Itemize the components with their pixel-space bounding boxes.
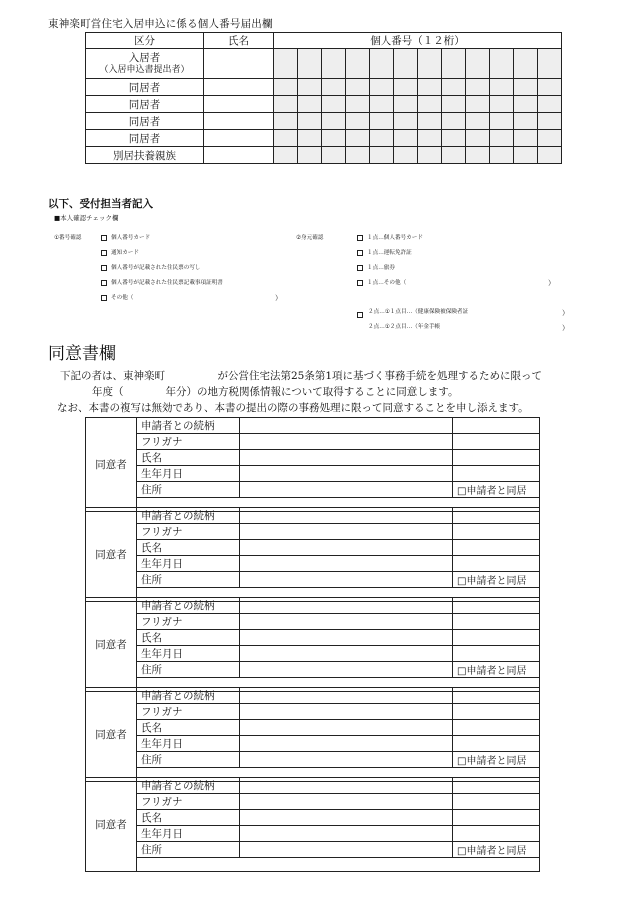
consent-row: [86, 418, 540, 434]
consent-field-label: 氏名: [137, 630, 240, 646]
checklist-item-label: 個人番号が記載された住民票の写し: [111, 265, 201, 271]
consent-field-label: 氏名: [137, 450, 240, 466]
number-digit-cell[interactable]: [322, 79, 346, 96]
mynumber-table: [85, 32, 562, 164]
consent-row: [86, 630, 540, 646]
checkbox-icon[interactable]: [101, 265, 107, 271]
consent-block: [85, 687, 540, 782]
consent-field-input[interactable]: [240, 572, 453, 588]
consent-row: [86, 556, 540, 572]
consent-extra-cell: [453, 614, 540, 630]
consent-row: [86, 794, 540, 810]
number-digit-cell[interactable]: [298, 147, 322, 164]
checklist-item-label: １点…個人番号カード: [367, 235, 423, 241]
consent-field-input[interactable]: [240, 556, 453, 572]
number-digit-cell[interactable]: [370, 79, 394, 96]
consent-row: [86, 662, 540, 678]
checklist-item-label: １点…運転免許証: [367, 250, 412, 256]
consent-field-input[interactable]: [240, 810, 453, 826]
mynumber-row: [86, 130, 562, 147]
checkbox-icon[interactable]: [357, 250, 363, 256]
number-digit-cell[interactable]: [490, 130, 514, 147]
consent-row: [86, 688, 540, 704]
name-field[interactable]: [204, 113, 274, 130]
number-digit-cell[interactable]: [322, 96, 346, 113]
consent-row: [86, 842, 540, 858]
consent-row: [86, 466, 540, 482]
consent-field-input[interactable]: [240, 720, 453, 736]
checkbox-icon[interactable]: [357, 235, 363, 241]
mynumber-row: [86, 147, 562, 164]
number-digit-cell[interactable]: [370, 130, 394, 147]
number-digit-cell[interactable]: [346, 96, 370, 113]
number-digit-cell[interactable]: [322, 113, 346, 130]
check-section-title: ■本人確認チェック欄: [54, 214, 119, 222]
number-digit-cell[interactable]: [538, 79, 562, 96]
checkbox-icon[interactable]: [101, 235, 107, 241]
number-digit-cell[interactable]: [466, 49, 490, 79]
number-digit-cell[interactable]: [538, 130, 562, 147]
number-digit-cell[interactable]: [466, 96, 490, 113]
number-digit-cell[interactable]: [370, 147, 394, 164]
checkbox-icon[interactable]: [357, 280, 363, 286]
consent-blank-row[interactable]: [137, 858, 540, 872]
consent-field-input[interactable]: [240, 450, 453, 466]
number-digit-cell[interactable]: [274, 79, 298, 96]
consent-row: [86, 736, 540, 752]
number-digit-cell[interactable]: [514, 79, 538, 96]
consent-field-label: 住所: [137, 842, 240, 858]
paren-close-two1: ）: [562, 309, 569, 317]
consent-row: [86, 524, 540, 540]
header-number: 個人番号（１２桁）: [274, 33, 562, 49]
number-digit-cell[interactable]: [370, 96, 394, 113]
consent-text-line1: 下記の者は、東神楽町 が公営住宅法第25条第1項に基づく事務手続を処理するために限って: [60, 370, 543, 382]
number-digit-cell[interactable]: [394, 49, 418, 79]
header-kubun: 区分: [86, 33, 204, 49]
consent-field-label: 氏名: [137, 540, 240, 556]
consenter-label: 同意者: [86, 508, 137, 602]
number-check-item[interactable]: [101, 263, 201, 271]
consent-row: [86, 540, 540, 556]
number-digit-cell[interactable]: [514, 147, 538, 164]
number-digit-cell[interactable]: [298, 113, 322, 130]
number-digit-cell[interactable]: [442, 96, 466, 113]
number-digit-cell[interactable]: [274, 49, 298, 79]
number-digit-cell[interactable]: [538, 96, 562, 113]
consent-field-label: 申請者との続柄: [137, 418, 240, 434]
consent-row: [86, 810, 540, 826]
consent-field-input[interactable]: [240, 630, 453, 646]
checklist-item-label: 通知カード: [111, 250, 139, 256]
consenter-label: 同意者: [86, 688, 137, 782]
name-field[interactable]: [204, 130, 274, 147]
consent-field-label: 生年月日: [137, 736, 240, 752]
consent-field-label: 生年月日: [137, 826, 240, 842]
consent-row: [86, 614, 540, 630]
consent-extra-cell: [453, 646, 540, 662]
checklist-item-label: その他（: [111, 295, 134, 301]
consent-field-label: 住所: [137, 662, 240, 678]
consent-row: [86, 826, 540, 842]
consent-field-label: フリガナ: [137, 794, 240, 810]
consent-block: [85, 777, 540, 872]
number-digit-cell[interactable]: [514, 113, 538, 130]
checklist-item-label: １点…旅券: [367, 265, 395, 271]
number-digit-cell[interactable]: [418, 147, 442, 164]
consent-row: [86, 450, 540, 466]
consent-extra-cell: [453, 418, 540, 434]
number-digit-cell[interactable]: [538, 49, 562, 79]
consent-row: [86, 646, 540, 662]
number-digit-cell[interactable]: [346, 49, 370, 79]
number-digit-cell[interactable]: [298, 79, 322, 96]
number-digit-cell[interactable]: [442, 79, 466, 96]
consent-field-input[interactable]: [240, 826, 453, 842]
consent-field-input[interactable]: [240, 598, 453, 614]
consent-field-label: 氏名: [137, 720, 240, 736]
consent-extra-cell: [453, 556, 540, 572]
consent-field-input[interactable]: [240, 752, 453, 768]
identity-check-item[interactable]: [357, 263, 395, 271]
row-kubun-label: 同居者: [128, 81, 161, 94]
number-digit-cell[interactable]: [346, 130, 370, 147]
row-kubun-label: 同居者: [128, 115, 161, 128]
row-kubun: [86, 96, 204, 113]
consent-field-input[interactable]: [240, 736, 453, 752]
consent-text-line2: 年度（ 年分）の地方税関係情報について取得することに同意します。: [92, 386, 459, 398]
name-field[interactable]: [204, 79, 274, 96]
identity-check-item[interactable]: [357, 233, 423, 241]
mynumber-row: [86, 49, 562, 79]
consenter-label: 同意者: [86, 598, 137, 692]
same-address-checkbox[interactable]: □申請者と同居: [453, 842, 540, 858]
consenter-label: 同意者: [86, 418, 137, 512]
number-digit-cell[interactable]: [346, 113, 370, 130]
consent-field-label: 住所: [137, 572, 240, 588]
row-kubun: [86, 49, 204, 79]
consent-extra-cell: [453, 720, 540, 736]
consent-row: [86, 778, 540, 794]
number-digit-cell[interactable]: [322, 49, 346, 79]
number-check-item[interactable]: [101, 278, 223, 286]
row-kubun: [86, 130, 204, 147]
identity-check-label: ②身元確認: [296, 235, 324, 241]
checklist-item-label: １点…その他（: [367, 280, 407, 286]
number-check-item[interactable]: [101, 248, 139, 256]
number-digit-cell[interactable]: [466, 113, 490, 130]
consent-field-label: 生年月日: [137, 466, 240, 482]
consent-field-label: フリガナ: [137, 704, 240, 720]
consent-field-input[interactable]: [240, 842, 453, 858]
number-digit-cell[interactable]: [514, 130, 538, 147]
consent-row: [86, 434, 540, 450]
number-digit-cell[interactable]: [442, 130, 466, 147]
consent-block: [85, 597, 540, 692]
consent-field-label: 申請者との続柄: [137, 688, 240, 704]
consent-extra-cell: [453, 524, 540, 540]
number-digit-cell[interactable]: [274, 113, 298, 130]
checkbox-icon[interactable]: [101, 250, 107, 256]
number-digit-cell[interactable]: [514, 49, 538, 79]
consent-field-input[interactable]: [240, 662, 453, 678]
consent-field-input[interactable]: [240, 540, 453, 556]
number-digit-cell[interactable]: [370, 49, 394, 79]
number-digit-cell[interactable]: [394, 79, 418, 96]
checkbox-identity-two[interactable]: [357, 312, 367, 319]
checkbox-icon[interactable]: [101, 295, 107, 301]
consent-row: [86, 508, 540, 524]
consent-extra-cell: [453, 508, 540, 524]
name-field[interactable]: [204, 49, 274, 79]
consent-field-label: 氏名: [137, 810, 240, 826]
same-address-checkbox[interactable]: □申請者と同居: [453, 572, 540, 588]
consent-field-input[interactable]: [240, 778, 453, 794]
number-digit-cell[interactable]: [298, 96, 322, 113]
mynumber-row: [86, 96, 562, 113]
number-digit-cell[interactable]: [514, 96, 538, 113]
number-digit-cell[interactable]: [442, 113, 466, 130]
consent-extra-cell: [453, 630, 540, 646]
header-name: 氏名: [204, 33, 274, 49]
number-digit-cell[interactable]: [346, 147, 370, 164]
form-title: 東神楽町営住宅入居申込に係る個人番号届出欄: [48, 18, 273, 30]
consent-field-label: 生年月日: [137, 556, 240, 572]
consent-row: [86, 572, 540, 588]
number-digit-cell[interactable]: [538, 113, 562, 130]
checklist-item-label: 個人番号が記載された住民票記載事項証明書: [111, 280, 223, 286]
number-digit-cell[interactable]: [274, 96, 298, 113]
staff-section-title: 以下、受付担当者記入: [48, 198, 153, 210]
row-kubun-label: 同居者: [128, 98, 161, 111]
row-kubun-sub: （入居申込書提出者）: [99, 64, 190, 75]
consent-row: [86, 752, 540, 768]
consent-row: [86, 720, 540, 736]
name-field[interactable]: [204, 96, 274, 113]
identity-check-item[interactable]: [357, 248, 412, 256]
consent-field-label: フリガナ: [137, 434, 240, 450]
checkbox-icon[interactable]: [357, 265, 363, 271]
consent-extra-cell: [453, 598, 540, 614]
number-digit-cell[interactable]: [370, 113, 394, 130]
number-check-item[interactable]: [101, 233, 150, 241]
number-digit-cell[interactable]: [394, 147, 418, 164]
number-digit-cell[interactable]: [418, 96, 442, 113]
consent-extra-cell: [453, 688, 540, 704]
consent-text-line3: なお、本書の複写は無効であり、本書の提出の際の事務処理に限って同意することを申し添えます。: [57, 402, 529, 414]
number-digit-cell[interactable]: [466, 147, 490, 164]
same-address-checkbox[interactable]: □申請者と同居: [453, 752, 540, 768]
number-digit-cell[interactable]: [490, 79, 514, 96]
consent-field-input[interactable]: [240, 794, 453, 810]
consent-field-label: フリガナ: [137, 524, 240, 540]
paren-close-two2: ）: [562, 324, 569, 332]
number-digit-cell[interactable]: [322, 147, 346, 164]
consent-row: [86, 858, 540, 872]
consent-field-input[interactable]: [240, 466, 453, 482]
identity-two-line2: ２点…①２点目…（年金手帳: [368, 324, 441, 330]
paren-close-number: ）: [275, 294, 282, 302]
number-digit-cell[interactable]: [442, 49, 466, 79]
consent-field-input[interactable]: [240, 704, 453, 720]
number-digit-cell[interactable]: [538, 147, 562, 164]
number-digit-cell[interactable]: [394, 130, 418, 147]
row-kubun-label: 同居者: [128, 132, 161, 145]
row-kubun: [86, 79, 204, 96]
number-digit-cell[interactable]: [298, 49, 322, 79]
consent-extra-cell: [453, 778, 540, 794]
row-kubun: [86, 147, 204, 164]
row-kubun: [86, 113, 204, 130]
consent-title: 同意書欄: [48, 344, 116, 364]
number-digit-cell[interactable]: [418, 49, 442, 79]
consent-extra-cell: [453, 794, 540, 810]
consent-field-input[interactable]: [240, 482, 453, 498]
checklist-item-label: 個人番号カード: [111, 235, 151, 241]
same-address-checkbox[interactable]: □申請者と同居: [453, 482, 540, 498]
paren-close-identity: ）: [548, 279, 555, 287]
number-digit-cell[interactable]: [490, 113, 514, 130]
consent-field-label: 住所: [137, 482, 240, 498]
consenter-label: 同意者: [86, 778, 137, 872]
number-digit-cell[interactable]: [346, 79, 370, 96]
number-digit-cell[interactable]: [490, 147, 514, 164]
consent-extra-cell: [453, 704, 540, 720]
consent-extra-cell: [453, 434, 540, 450]
consent-field-label: 生年月日: [137, 646, 240, 662]
row-kubun-label: 入居者: [128, 51, 161, 64]
number-digit-cell[interactable]: [274, 147, 298, 164]
number-digit-cell[interactable]: [298, 130, 322, 147]
number-check-label: ①番号確認: [54, 235, 82, 241]
consent-field-label: 申請者との続柄: [137, 598, 240, 614]
consent-extra-cell: [453, 810, 540, 826]
consent-field-label: 申請者との続柄: [137, 778, 240, 794]
consent-extra-cell: [453, 466, 540, 482]
consent-field-input[interactable]: [240, 646, 453, 662]
number-digit-cell[interactable]: [394, 96, 418, 113]
number-digit-cell[interactable]: [466, 130, 490, 147]
consent-field-input[interactable]: [240, 524, 453, 540]
number-digit-cell[interactable]: [394, 113, 418, 130]
number-digit-cell[interactable]: [490, 96, 514, 113]
consent-field-input[interactable]: [240, 434, 453, 450]
consent-extra-cell: [453, 450, 540, 466]
consent-extra-cell: [453, 826, 540, 842]
number-check-item[interactable]: [101, 293, 133, 301]
identity-two-line1: ２点…①１点目…（健康保険被保険者証: [368, 309, 469, 315]
number-digit-cell[interactable]: [322, 130, 346, 147]
consent-extra-cell: [453, 736, 540, 752]
number-digit-cell[interactable]: [274, 130, 298, 147]
row-kubun-label: 別居扶養親族: [113, 149, 176, 162]
consent-extra-cell: [453, 540, 540, 556]
consent-field-label: 申請者との続柄: [137, 508, 240, 524]
mynumber-row: [86, 79, 562, 96]
consent-row: [86, 598, 540, 614]
consent-field-input[interactable]: [240, 418, 453, 434]
number-digit-cell[interactable]: [466, 79, 490, 96]
same-address-checkbox[interactable]: □申請者と同居: [453, 662, 540, 678]
consent-block: [85, 417, 540, 512]
consent-field-label: フリガナ: [137, 614, 240, 630]
number-digit-cell[interactable]: [418, 113, 442, 130]
checkbox-icon[interactable]: [101, 280, 107, 286]
identity-check-item[interactable]: [357, 278, 406, 286]
consent-field-input[interactable]: [240, 508, 453, 524]
consent-row: [86, 482, 540, 498]
number-digit-cell[interactable]: [490, 49, 514, 79]
consent-row: [86, 704, 540, 720]
name-field[interactable]: [204, 147, 274, 164]
consent-field-label: 住所: [137, 752, 240, 768]
number-digit-cell[interactable]: [442, 147, 466, 164]
consent-field-input[interactable]: [240, 688, 453, 704]
consent-block: [85, 507, 540, 602]
mynumber-header-row: [86, 33, 562, 49]
consent-field-input[interactable]: [240, 614, 453, 630]
number-digit-cell[interactable]: [418, 79, 442, 96]
number-digit-cell[interactable]: [418, 130, 442, 147]
mynumber-row: [86, 113, 562, 130]
